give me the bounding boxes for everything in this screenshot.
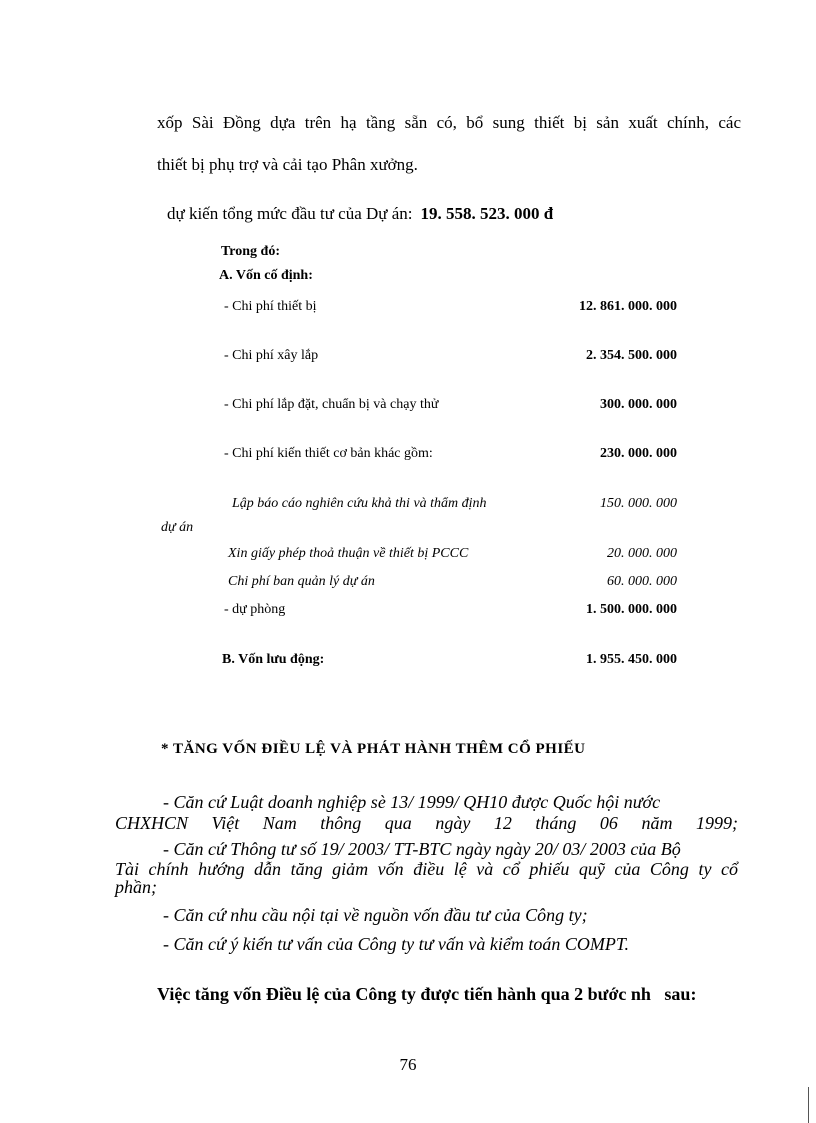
subitem-fire-permit-amount: 20. 000. 000 (607, 546, 677, 561)
basis-1-line1: - Căn cứ Luật doanh nghiệp sè 13/ 1999/ QH10 được Quốc hội nước (163, 792, 661, 812)
total-amount: 19. 558. 523. 000 đ (420, 204, 554, 223)
page-edge-divider (808, 1087, 810, 1123)
item-equipment-amount: 12. 861. 000. 000 (579, 299, 677, 314)
intro-line-2: thiết bị phụ trợ và cải tạo Phân xưởng. (157, 155, 418, 174)
reserve-label: - dự phòng (224, 602, 286, 617)
item-installation-label: - Chi phí lắp đặt, chuẩn bị và chạy thử (224, 397, 439, 412)
total-label: dự kiến tổng mức đầu tư của Dự án: (167, 204, 413, 223)
item-basic-construction-label: - Chi phí kiến thiết cơ bản khác gồm: (224, 446, 433, 461)
subitem-feasibility-amount: 150. 000. 000 (600, 496, 677, 511)
item-construction-label: - Chi phí xây lắp (224, 348, 319, 363)
subitem-feasibility-label-line1: Lập báo cáo nghiên cứu khả thi và thẩm định (232, 496, 487, 511)
subitem-management-label: Chi phí ban quản lý dự án (228, 574, 375, 589)
basis-2-line3: phần; (115, 877, 157, 897)
basis-2-line1: - Căn cứ Thông tư số 19/ 2003/ TT-BTC ngày ngày 20/ 03/ 2003 của Bộ (163, 839, 681, 859)
section-b-label: B. Vốn lưu động: (222, 652, 325, 667)
section-a-heading: A. Vốn cố định: (219, 268, 313, 283)
subitem-feasibility-label-line2: dự án (161, 520, 194, 535)
item-basic-construction-amount: 230. 000. 000 (600, 446, 677, 461)
reserve-amount: 1. 500. 000. 000 (586, 602, 677, 617)
basis-1-line2: CHXHCN Việt Nam thông qua ngày 12 tháng 06 năm 1999; (115, 813, 738, 833)
section-b-amount: 1. 955. 450. 000 (586, 652, 677, 667)
intro-line-1: xốp Sài Đồng dựa trên hạ tầng sẵn có, bổ sung thiết bị sản xuất chính, các (157, 113, 741, 132)
page-number: 76 (399, 1055, 417, 1074)
item-equipment-label: - Chi phí thiết bị (224, 299, 317, 314)
basis-2-line2: Tài chính hướng dẫn tăng giảm vốn điều lệ và cổ phiếu quỹ của Công ty cổ (115, 859, 738, 879)
basis-3: - Căn cứ nhu cầu nội tại về nguồn vốn đầu tư của Công ty; (163, 905, 588, 925)
item-construction-amount: 2. 354. 500. 000 (586, 348, 677, 363)
total-investment (167, 204, 553, 224)
capital-increase-steps: Việc tăng vốn Điều lệ của Công ty được tiến hành qua 2 bước nh sau: (157, 984, 697, 1004)
trong-do-label: Trong đó: (221, 244, 280, 259)
capital-increase-heading: * TĂNG VỐN ĐIỀU LỆ VÀ PHÁT HÀNH THÊM CỔ PHIẾU (161, 741, 586, 757)
subitem-management-amount: 60. 000. 000 (607, 574, 677, 589)
basis-4: - Căn cứ ý kiến tư vấn của Công ty tư vấn và kiểm toán COMPT. (163, 934, 630, 954)
item-installation-amount: 300. 000. 000 (600, 397, 677, 412)
subitem-fire-permit-label: Xin giấy phép thoả thuận về thiết bị PCCC (228, 546, 469, 561)
